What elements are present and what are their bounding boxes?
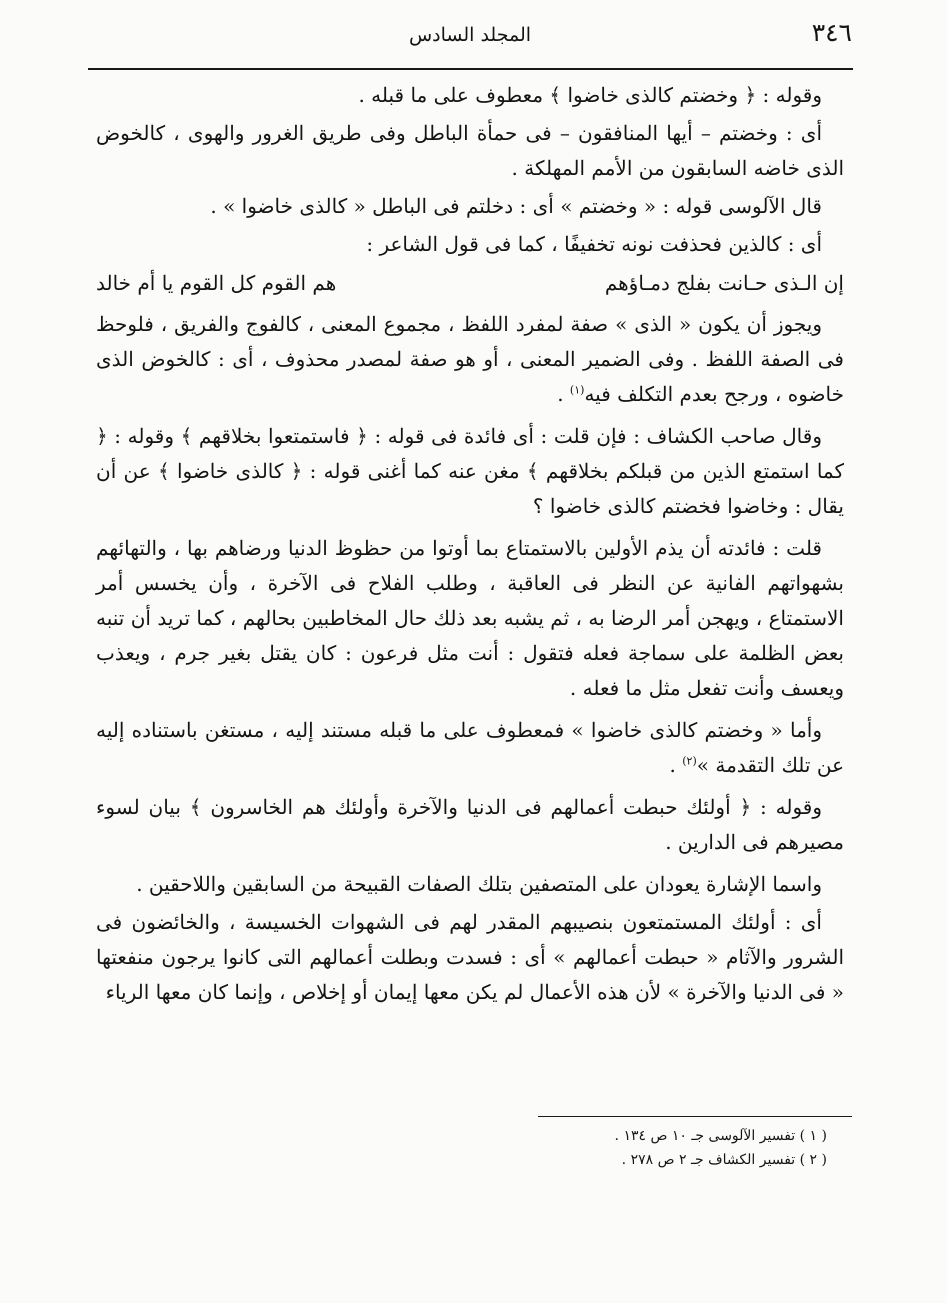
paragraph: واسما الإشارة يعودان على المتصفين بتلك الصفات القبيحة من السابقين واللاحقين . bbox=[136, 872, 822, 896]
footnote: ( ١ ) تفسير الآلوسى جـ ١٠ ص ١٣٤ . bbox=[614, 1128, 827, 1144]
footnote-reference: (٢) bbox=[682, 754, 697, 768]
paragraph: أى : أولئك المستمتعون بنصيبهم المقدر لهم فى الشهوات الخسيسة ، والخائضون فى الشرور والآثام « حبطت أعمالهم » أى : فسدت وبطلت أعمالهم التى كانوا يرجون منفعتها « فى الدنيا والآخرة » لأن هذه الأعمال لم يكن معها إيمان أو إخلاص ، وإنما كان معها الرياء bbox=[96, 910, 844, 1004]
paragraph-text: ويجوز أن يكون « الذى » صفة لمفرد اللفظ ، مجموع المعنى ، كالفوج والفريق ، فلوحظ فى الصفة اللفظ . وفى الضمير المعنى ، أو هو صفة لمصدر محذوف ، أى : كالخوض الذى خاضوه ، ورجح بعدم التكلف فيه bbox=[96, 312, 844, 406]
paragraph: وقوله : ﴿ أولئك حبطت أعمالهم فى الدنيا والآخرة وأولئك هم الخاسرون ﴾ بيان لسوء مصيرهم فى الدارين . bbox=[96, 795, 844, 854]
paragraph-tail: . bbox=[557, 382, 570, 406]
page-number: ٣٤٦ bbox=[811, 18, 852, 47]
paragraph: أى : كالذين فحذفت نونه تخفيفًا ، كما فى قول الشاعر : bbox=[366, 232, 822, 256]
poem-second-hemistich: هم القوم كل القوم يا أم خالد bbox=[96, 271, 337, 295]
paragraph bbox=[96, 307, 844, 412]
paragraph-text: وأما « وخضتم كالذى خاضوا » فمعطوف على ما قبله مستند إليه ، مستغن باستناده إليه عن تلك التقدمة » bbox=[96, 718, 844, 777]
paragraph: قلت : فائدته أن يذم الأولين بالاستمتاع بما أوتوا من حظوظ الدنيا ورضاهم بها ، والتهائهم بشهواتهم الفانية عن النظر فى العاقبة ، وطلب الفلاح فى الآخرة ، وأن يخسس أمر الاستمتاع ، ويهجن أمر الرضا به ، ثم يشبه بعد ذلك حال المخاطبين بحالهم ، كما تريد أن تنبه بعض الظلمة على سماجة فعله فتقول : أنت مثل فرعون : كان يقتل بغير جرم ، ويعذب ويعسف وأنت تفعل مثل ما فعله . bbox=[96, 536, 844, 700]
footnote-reference: (١) bbox=[569, 383, 585, 397]
paragraph: وقال صاحب الكشاف : فإن قلت : أى فائدة فى قوله : ﴿ فاستمتعوا بخلاقهم ﴾ وقوله : ﴿ كما استمتع الذين من قبلكم بخلاقهم ﴾ مغن عنه كما أغنى قوله : ﴿ كالذى خاضوا ﴾ عن أن يقال : وخاضوا فخضتم كالذى خاضوا ؟ bbox=[96, 424, 844, 518]
footnotes bbox=[407, 1124, 827, 1172]
poem-first-hemistich: إن الـذى حـانت بفلج دمـاؤهم bbox=[604, 271, 844, 295]
paragraph-tail: . bbox=[669, 753, 683, 777]
page-header bbox=[88, 18, 852, 70]
main-text bbox=[96, 78, 844, 1017]
footnote: ( ٢ ) تفسير الكشاف جـ ٢ ص ٢٧٨ . bbox=[621, 1152, 827, 1168]
paragraph: وقوله : ﴿ وخضتم كالذى خاضوا ﴾ معطوف على ما قبله . bbox=[358, 83, 822, 107]
paragraph: أى : وخضتم – أيها المنافقون – فى حمأة الباطل وفى طريق الغرور والهوى ، كالخوض الذى خاضه السابقون من الأمم المهلكة . bbox=[96, 121, 844, 180]
footnote-divider bbox=[538, 1116, 852, 1117]
volume-title: المجلد السادس bbox=[408, 24, 532, 46]
paragraph bbox=[96, 713, 844, 783]
paragraph: قال الآلوسى قوله : « وخضتم » أى : دخلتم فى الباطل « كالذى خاضوا » . bbox=[210, 194, 822, 218]
poem-verse bbox=[96, 266, 844, 301]
header-divider bbox=[88, 68, 853, 70]
